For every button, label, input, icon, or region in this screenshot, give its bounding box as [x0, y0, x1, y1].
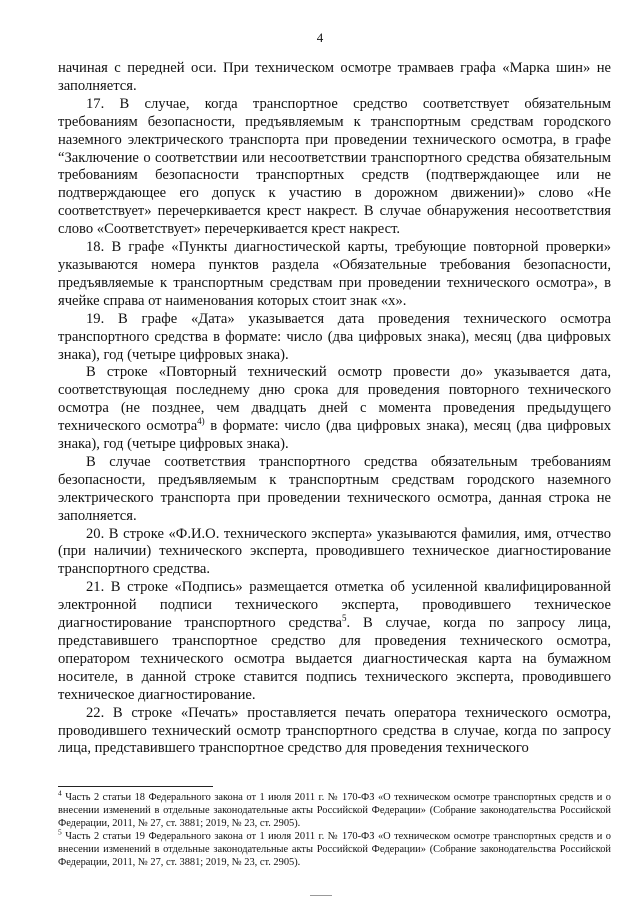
document-body	[58, 60, 611, 758]
footnotes	[58, 788, 611, 869]
paragraph-text: в формате: число (два цифровых знака), месяц (два цифровых знака), год (четыре цифровых знака).	[58, 418, 611, 453]
footnote-mark: 4	[58, 788, 62, 798]
footnote-mark: 5	[58, 827, 62, 837]
paragraph-18: 18. В графе «Пункты диагностической карты, требующие повторной проверки» указываются номера пунктов раздела «Обязательные требования безопасности, предъявляемые к транспортным средствам при проведении технического осмотра», в ячейке справа от наименования которых стоит знак «x».	[58, 239, 611, 309]
paragraph-21	[58, 579, 611, 704]
scan-artifact	[310, 895, 332, 896]
page-number: 4	[316, 30, 324, 45]
paragraph-text: В строке «Повторный технический осмотр провести до» указывается дата, соответствующая последнему дню срока для проведения повторного технического осмотра (не позднее, чем двадцать дней с момента проведения предыдущего технического осмотра	[58, 364, 611, 435]
footnote-ref-5: 5	[342, 613, 347, 624]
paragraph-text: . В случае, когда по запросу лица, представившего транспортное средство для проведения технического осмотра, оператором технического осмотра выдается диагностическая карта на бумажном носителе, в данной строке ставится подпись технического эксперта, проводившего техническое диагностирование.	[58, 615, 611, 703]
paragraph-19: 19. В графе «Дата» указывается дата проведения технического осмотра транспортного средства в формате: число (два цифровых знака), месяц (два цифровых знака), год (четыре цифровых знака).	[58, 310, 611, 363]
paragraph-22: 22. В строке «Печать» проставляется печать оператора технического осмотра, проводившего технический осмотр транспортного средства в случае, когда по запросу лица, представившего транспортное средство для проведения технического	[58, 704, 611, 757]
paragraph-19-repeat-inspection	[58, 364, 611, 454]
paragraph-20: 20. В строке «Ф.И.О. технического эксперта» указываются фамилия, имя, отчество (при наличии) технического эксперта, проводившего техническое диагностирование транспортного средства.	[58, 525, 611, 578]
footnote-ref-4: 4)	[197, 416, 205, 427]
footnote-text: Часть 2 статьи 18 Федерального закона от 1 июля 2011 г. № 170-ФЗ «О техническом осмотре транспортных средств и о внесении изменений в отдельные законодательные акты Российской Федерации» (Собрание законодательства Российской Федерации, 2011, № 27, ст. 3881; 2019, № 23, ст. 2905).	[58, 792, 611, 829]
paragraph-17: 17. В случае, когда транспортное средство соответствует обязательным требованиям безопасности, предъявляемым к транспортным средствам городского наземного электрического транспорта при проведении технического осмотра, в графе “Заключение о соответствии или несоответствии транспортного средства обязательным требованиям безопасности транспортных средств (подтверждающее или не подтверждающее его допуск к участию в дорожном движении)» слово «Не соответствует» перечеркивается крест накрест. В случае обнаружения несоответствия слово «Соответствует» перечеркивается крест накрест.	[58, 95, 611, 238]
footnote-separator	[58, 786, 213, 787]
footnote-text: Часть 2 статьи 19 Федерального закона от 1 июля 2011 г. № 170-ФЗ «О техническом осмотре транспортных средств и о внесении изменений в отдельные законодательные акты Российской Федерации» (Собрание законодательства Российской Федерации, 2011, № 27, ст. 3881; 2019, № 23, ст. 2905).	[58, 831, 611, 868]
paragraph-19-compliance: В случае соответствия транспортного средства обязательным требованиям безопасности, предъявляемым к транспортным средствам городского наземного электрического транспорта при проведении технического осмотра, данная строка не заполняется.	[58, 453, 611, 524]
paragraph-continuation: начиная с передней оси. При техническом осмотре трамваев графа «Марка шин» не заполняется.	[58, 60, 611, 94]
footnote-5	[58, 827, 611, 869]
paragraph-text: 21. В строке «Подпись» размещается отметка об усиленной квалифицированной электронной подписи технического эксперта, проводившего техническое диагностирование транспортного средства	[58, 579, 611, 632]
footnote-4	[58, 788, 611, 830]
